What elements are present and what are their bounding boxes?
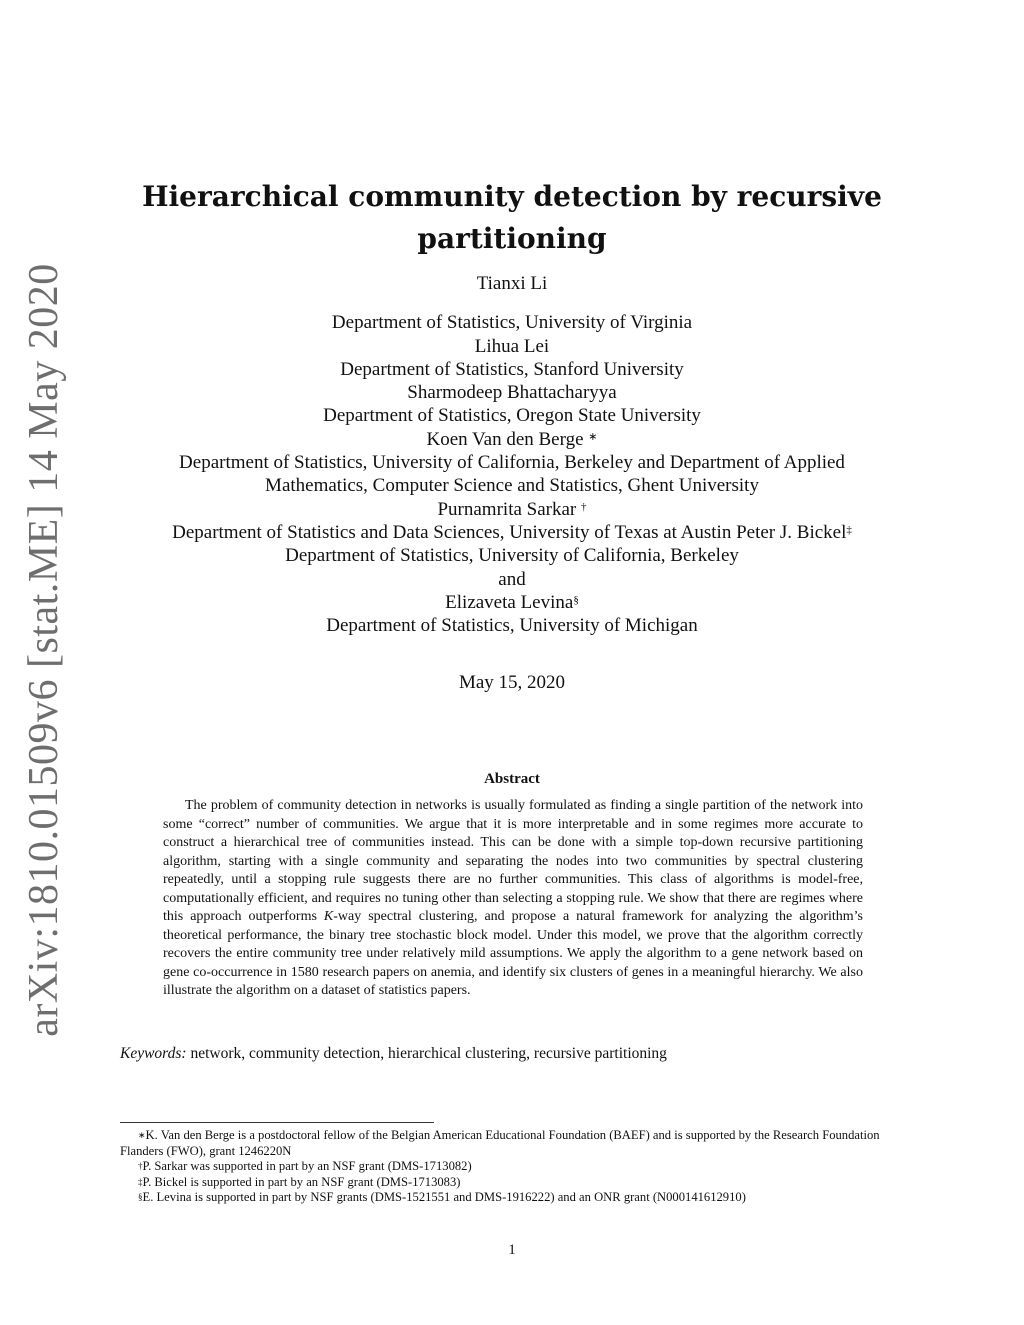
author-name: Peter J. Bickel [736, 521, 847, 543]
author-name: Sharmodeep Bhattacharyya [407, 382, 617, 404]
k-symbol: K [323, 909, 334, 924]
author-affiliation: Department of Statistics, Oregon State University [323, 405, 701, 427]
footnote-mark[interactable]: † [581, 500, 587, 513]
footnote-mark: § [138, 1192, 143, 1202]
abstract-text [163, 797, 863, 1001]
keywords-text: network, community detection, hierarchical clustering, recursive partitioning [190, 1045, 667, 1062]
footnote-mark: ‡ [138, 1176, 143, 1187]
footnote-mark[interactable]: ‡ [846, 523, 852, 536]
footnote-text: E. Levina is supported in part by NSF grants (DMS-1521551 and DMS-1916222) and an ONR grant (N000141612910) [142, 1190, 746, 1204]
author-name: Purnamrita Sarkar [437, 498, 577, 520]
author-line [100, 428, 924, 451]
footnote-mark[interactable]: § [573, 593, 579, 606]
author-name: Elizaveta Levina [445, 591, 574, 613]
footnote [120, 1190, 910, 1206]
paper-title: Hierarchical community detection by recursive partitioning [142, 180, 882, 255]
abstract-text-part: -way spectral clustering, and propose a natural framework for analyzing the algorithm’s theoretical performance, the binary tree stochastic block model. Under this model, we prove that the algorithm correctly recovers the entire community tree under relatively mild assumptions. We apply the algorithm to a gene network based on gene co-occurrence in 1580 research papers on anemia, and identify six clusters of genes in a meaningful hierarchy. We also illustrate the algorithm on a dataset of statistics papers. [163, 909, 863, 998]
footnote-divider [120, 1122, 434, 1123]
footnote-text: K. Van den Berge is a postdoctoral fellow of the Belgian American Educational Foundation (BAEF) and is supported by the Research Foundation Flanders (FWO), grant 1246220N [120, 1128, 880, 1158]
arxiv-sidebar [0, 0, 82, 1325]
author-affiliation: Department of Statistics, University of California, Berkeley [285, 545, 739, 567]
arxiv-identifier-stamp[interactable]: arXiv:1810.01509v6 [stat.ME] 14 May 2020 [21, 263, 67, 1037]
author-affiliation: Department of Statistics and Data Sciences, University of Texas at Austin [172, 521, 732, 543]
footnote-mark[interactable]: ∗ [588, 430, 598, 443]
footnote-mark: ∗ [138, 1130, 146, 1140]
footnote-text: P. Sarkar was supported in part by an NSF grant (DMS-1713082) [142, 1159, 472, 1173]
author-block [100, 272, 924, 637]
abstract-text-part: The problem of community detection in networks is usually formulated as finding a single partition of the network into some “correct” number of communities. We argue that it is more interpretable and in some regimes more accurate to construct a hierarchical tree of communities instead. This can be done with a simple top-down recursive partitioning algorithm, starting with a single community and separating the nodes into two communities by spectral clustering repeatedly, until a stopping rule suggests there are no further communities. This class of algorithms is model-free, computationally efficient, and requires no tuning other than selecting a stopping rule. We show that there are regimes where this approach outperforms [163, 798, 863, 924]
author-affiliation: Department of Statistics, University of Michigan [326, 615, 698, 637]
footnote-mark: † [138, 1161, 143, 1171]
paper-date: May 15, 2020 [458, 672, 566, 693]
footnote [120, 1128, 910, 1159]
author-line [100, 498, 924, 521]
author-name: Koen Van den Berge [426, 428, 584, 450]
footnote-text: P. Bickel is supported in part by an NSF grant (DMS-1713083) [142, 1174, 461, 1189]
page-number: 1 [508, 1242, 516, 1258]
author-affiliation: Department of Statistics, Stanford University [340, 358, 684, 380]
author-name: Tianxi Li [476, 273, 548, 294]
footnotes [120, 1128, 910, 1206]
footnote [120, 1159, 910, 1175]
author-affiliation: Department of Statistics, University of California, Berkeley and Department of Applied [179, 452, 845, 474]
and-separator: and [498, 568, 526, 590]
author-affiliation: Department of Statistics, University of Virginia [331, 312, 693, 334]
abstract-heading: Abstract [484, 771, 540, 787]
author-affiliation: Mathematics, Computer Science and Statistics, Ghent University [265, 475, 759, 497]
keywords-label: Keywords: [120, 1045, 187, 1062]
author-name: Lihua Lei [474, 335, 550, 357]
author-line [100, 591, 924, 614]
keywords-line [120, 1045, 910, 1063]
author-line [100, 521, 924, 544]
footnote [120, 1175, 910, 1191]
